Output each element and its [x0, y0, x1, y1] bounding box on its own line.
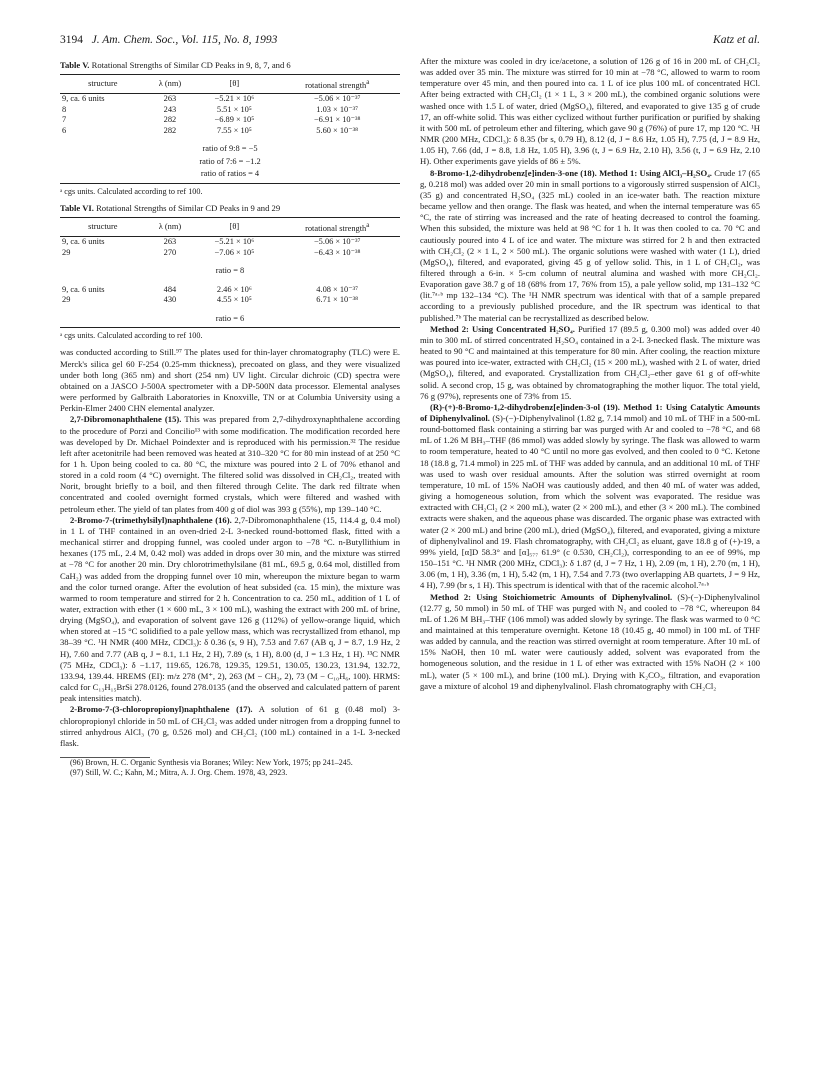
page-number: 3194: [60, 34, 83, 46]
section-heading: (R)-(+)-8-Bromo-1,2-dihydrobenz[e]inden-3-ol (19). Method 1: Using Catalytic Amounts of Diphenylvalinol.: [420, 401, 760, 423]
ratio-1: ratio = 8: [215, 266, 245, 276]
body-paragraph: After the mixture was cooled in dry ice/acetone, a solution of 126 g of 16 in 200 mL of CH₂Cl₂ was added over 35 min. The mixture was stirred for 10 min at −78 °C, allowed to warm to room temperature over 45 min, and then poured into ca. 1 L of ice plus 100 mL of concentrated HCl. After being extracted with CH₂Cl₂ (1 × 1 L, 3 × 200 mL), the combined organic solutions were washed once with 1.5 L of water, dried (MgSO₄), filtered, and evaporated to give 135 g of crude 17, an off-white solid. This was either cyclized without further purification or purified by shaking it with 500 mL of petroleum ether and filtering, which gave 90 g (76%) of pure 17, mp 120 °C. ¹H NMR (200 MHz, CDCl₃): δ 8.35 (br s, 0.79 H), 8.12 (d, J = 8.6 Hz, 1.05 H), 7.75 (d, J = 8.9 Hz, 1.05 H), 7.66 (dd, J = 8.8, 1.8 Hz, 1.05 H), 3.96 (t, J = 6.9 Hz, 2.10 H), 3.56 (t, J = 6.9 Hz, 2.10 H). Other experiments gave yields of 86 ± 5%.: [420, 56, 760, 167]
table-row: 6 282 7.55 × 10⁵ 5.60 × 10⁻³⁸: [62, 125, 359, 135]
col-structure: structure: [60, 75, 146, 94]
left-column: [60, 60, 400, 778]
ratio-7-6: ratio of 7:6 = −1.2: [199, 156, 261, 166]
table6-title: Rotational Strengths of Similar CD Peaks in 9 and 29: [96, 202, 281, 213]
body-paragraph: 8-Bromo-1,2-dihydrobenz[e]inden-3-one (18). Method 1: Using AlCl₃–H₂SO₄. Crude 17 (65 g, 0.218 mol) was added over 20 min in small portions to a vigorously stirred suspension of AlCl₃ (35 g) and concentrated H₂SO₄ (325 mL) cooled in an ice-water bath. The reaction mixture became yellow and then orange. The flask was heated, and when the internal temperature was 65 °C, the rate of stirring was increased and the rate of heating decreased to control the foaming. When this subsided, the mixture was held at 98 °C for 1 h. It was then cooled to ca. 70 °C and cautiously poured into 4 L of ice and water. The mixture was stirred for 2 h and then extracted with CH₂Cl₂ (2 × 1 L, 2 × 500 mL). The organic solutions were washed with water (1 L), dried (MgSO₄), filtered, and evaporated, giving 45 g of yellow solid. This, in 1 L of CH₂Cl₂, was filtered through a 6-in. × 5-cm column of neutral alumina and washed with more CH₂Cl₂. Evaporation gave 38.7 g of 18 (68% from 17, 76% from 15), a pale yellow solid, mp 131–132 °C (lit.⁷ᵃ·ᵇ mp 132–134 °C). The ¹H NMR spectrum was identical with that of a sample prepared according to a previously published procedure, and the IR spectrum was identical to that published.⁷ᵇ The material can be recrystallized as described below.: [420, 167, 761, 323]
authors: Katz et al.: [713, 34, 760, 46]
body-paragraph: 2,7-Dibromonaphthalene (15). This was prepared from 2,7-dihydroxynaphthalene according to the procedure of Porzi and Concilio¹³ with some modification. The modification recorded here was developed by Dr. Michael Poindexter and is reproduced with his permission.³² The residue left after acetonitrile had been removed was heated at 310–320 °C for 80 min instead of at 250 °C for 1 h. Upon being cooled to ca. 80 °C, the mixture was poured into 2 L of 70% ethanol and stored in a cold room (4 °C) overnight. The filtered solid was dissolved in CH₂Cl₂, treated with Norit, brought briefly to a boil, and then filtered through Celite. The dark red filtrate when concentrated and cooled overnight formed crystals, which were filtered and washed with petroleum ether. The yield of tan plates from 400 g of diol was 393 g (55%), mp 139–140 °C.: [60, 414, 401, 514]
body-paragraph: was conducted according to Still.⁹⁷ The plates used for thin-layer chromatography (TLC) were E. Merck's silica gel 60 F-254 (0.25-mm thickness), precoated on glass, and they were visualized under both long (365 nm) and short (254 nm) UV light. Circular dichroic (CD) spectra were obtained on a JASCO J-500A spectrometer with a DP-500N data processor. Elemental analyses were performed by Galbraith Laboratories in Knoxville, TN or at Columbia University using a Perkin-Elmer 2400 CHN elemental analyzer.: [60, 347, 400, 414]
table-row: 9, ca. 6 units 484 2.46 × 10⁶ 4.08 × 10⁻³⁷: [62, 284, 359, 294]
table6-label: Table VI.: [60, 202, 94, 213]
table5: [60, 74, 400, 181]
body-paragraph: 2-Bromo-7-(3-chloropropionyl)naphthalene (17). A solution of 61 g (0.48 mol) 3-chloropropionyl chloride in 50 mL of CH₂Cl₂ was added under nitrogen from a dropping funnel to stirred anhydrous AlCl₃ (70 g, 0.526 mol) and CH₂Cl₂ (100 mL) contained in a 1-L 3-necked flask.: [60, 704, 400, 748]
table-row: 9, ca. 6 units 263 −5.21 × 10⁶ −5.06 × 10⁻³⁷: [62, 237, 361, 247]
table5-title: Rotational Strengths of Similar CD Peaks in 9, 8, 7, and 6: [91, 60, 291, 70]
table-row: 7 282 −6.89 × 10⁵ −6.91 × 10⁻³⁸: [62, 115, 361, 125]
footnote-96: (96) Brown, H. C. Organic Synthesis via Boranes; Wiley: New York, 1975; pp 241–245.: [70, 758, 353, 768]
ratio-9-8: ratio of 9:8 = −5: [202, 144, 258, 154]
right-column: [420, 56, 760, 692]
body-paragraph: (R)-(+)-8-Bromo-1,2-dihydrobenz[e]inden-3-ol (19). Method 1: Using Catalytic Amounts of Diphenylvalinol. (S)-(−)-Diphenylvalinol (1.82 g, 7.14 mmol) and 10 mL of THF in a 500-mL round-bottomed flask containing a stirring bar was purged with Ar and cooled to −78 °C, and 68 mL of 1.26 M BH₃–THF (86 mmol) was added slowly by syringe. The flask was allowed to warm to room temperature, heated to 40 °C until no more gas evolved, and then cooled to 0 °C. Ketone 18 (18.8 g, 71.4 mmol) in 225 mL of THF was added by cannula, and an additional 10 mL of THF was used to wash over residual amounts. After the solution was stirred overnight at room temperature, 10 mL of 15% NaOH was cautiously added, and then 40 mL of water was added, giving a homogeneous solution, from which the solvent was evaporated. The residue was extracted with CH₂Cl₂ (2 × 200 mL), water (2 × 200 mL), and ether (3 × 200 mL). The combined extracts were shaken, and the aqueous phase was discarded. The organic phase was extracted with water (2 × 200 mL) and brine (200 mL), dried (MgSO₄), filtered, and evaporated, giving a mixture of diphenylvalinol and 19. Flash chromatography, with CH₂Cl₂ as eluant, gave 18.8 g of (+)-19, a 99% yield, [α]D 58.3° and [α]₅₇₇ 61.9° (c 0.530, CH₂Cl₂), corresponding to an ee of 99%, mp 150–151 °C. ¹H NMR (200 MHz, CDCl₃): δ 1.87 (d, J = 7 Hz, 1 H), 2.09 (m, 1 H), 2.70 (m, 1 H), 3.06 (m, 1 H), 3.36 (m, 1 H), 5.42 (m, 1 H), 7.54 and 7.73 (two overlapping AB quartets, J = 9 Hz, 4 H), 7.99 (br s, 1 H). This spectrum is identical with that of the racemic alcohol.⁷ᵃ·ᵇ: [420, 401, 760, 591]
body-paragraph: Method 2: Using Stoichiometric Amounts of Diphenylvalinol. (S)-(−)-Diphenylvalinol (12.77 g, 50 mmol) in 50 mL of THF was purged with N₂ and cooled to −78 °C, whereupon 84 mL of 1.26 M BH₃–THF (106 mmol) was added slowly by syringe. The flask was warmed to 0 °C and maintained at this temperature overnight. Ketone 18 (10.45 g, 40 mmol) in 100 mL of THF was added by cannula, and the reaction was stirred overnight at room temperature. After 10 mL of 15% NaOH, then 10 mL water were cautiously added, solvent was evaporated from the homogeneous solution, and the residue in 1 L of ether was extracted with 15% NaOH (2 × 100 mL), water (5 × 100 mL), and brine (100 mL). Drying with K₂CO₃, filtration, and evaporation gave a mixture of alcohol 19 and diphenylvalinol. Flash chromatography with CH₂Cl₂: [420, 591, 761, 691]
running-header: [60, 34, 760, 50]
table5-caption: [60, 60, 400, 71]
table6-footnote: ᵃ cgs units. Calculated according to ref 100.: [60, 331, 203, 341]
table6: [60, 217, 400, 325]
col-theta: [θ]: [194, 75, 274, 94]
ratio-of-ratios: ratio of ratios = 4: [200, 169, 260, 179]
footnote-97: (97) Still, W. C.; Kahn, M.; Mitra, A. J. Org. Chem. 1978, 43, 2923.: [70, 768, 288, 778]
table-row: 29 270 −7.06 × 10⁵ −6.43 × 10⁻³⁸: [62, 247, 361, 257]
section-heading: 8-Bromo-1,2-dihydrobenz[e]inden-3-one (18). Method 1: Using AlCl₃–H₂SO₄.: [430, 167, 712, 178]
table-row: 29 430 4.55 × 10⁵ 6.71 × 10⁻³⁸: [62, 295, 359, 305]
table6-caption: [60, 203, 400, 214]
section-heading: Method 2: Using Concentrated H₂SO₄.: [430, 323, 575, 334]
table5-label: Table V.: [60, 60, 90, 70]
col-rotational-strength: rotational strength$^a$: [274, 217, 400, 236]
journal-citation: [60, 34, 277, 46]
col-lambda: λ (nm): [146, 217, 195, 236]
col-theta: [θ]: [194, 217, 274, 236]
table-row: 8 243 5.51 × 10⁵ 1.03 × 10⁻³⁷: [62, 104, 359, 114]
col-structure: structure: [60, 217, 146, 236]
section-heading: Method 2: Using Stoichiometric Amounts of Diphenylvalinol.: [430, 591, 673, 602]
table5-footnote: ᵃ cgs units. Calculated according to ref 100.: [60, 186, 203, 196]
body-paragraph: 2-Bromo-7-(trimethylsilyl)naphthalene (16). 2,7-Dibromonaphthalene (15, 114.4 g, 0.4 mol) in 1 L of THF contained in an oven-dried 2-L 3-necked round-bottomed flask, fitted with a mechanical stirrer and dropping funnel, was cooled under argon to −78 °C. n-Butyllithium in hexanes (175 mL, 2.4 M, 0.42 mol) was added in drops over 30 min, and the mixture was stirred at −78 °C for another 20 min. Dry chlorotrimethylsilane (81 mL, 69.5 g, 0.64 mol, distilled from CaH₂) was added from the dropping funnel over 10 min, whereupon the mixture began to warm and the color turned orange. After the evolution of heat subsided (ca. 15 min), the mixture was warmed to room temperature and stirred for 2 h. Concentration to ca. 250 mL, addition of 1 L of water, extraction with ether (1 × 600 mL, 3 × 100 mL), washing the extract with 200 mL of brine, drying (MgSO₄), and evaporation of solvent gave 126 g (112%) of yellow-orange liquid, which when stored at −15 °C solidified to a pale yellow mass, which was recrystallized from ethanol, mp 38–39 °C. ¹H NMR (400 MHz, CDCl₃): δ 0.36 (s, 9 H), 7.53 and 7.67 (AB q, J = 8.7, 1.9 Hz, 2 H), 7.60 and 7.77 (AB q, J = 8.1, 1.1 Hz, 2 H), 7.89 (s, 1 H), 8.00 (d, J = 1.3 Hz, 1 H). ¹³C NMR (75 MHz, CDCl₃): δ −1.17, 119.65, 126.78, 129.35, 129.51, 130.05, 130.23, 131.94, 132.72, 133.94, 139.44. HREMS (EI): m/z 278 (M⁺, 2), 263 (M − CH₃, 2), 73 (M − C₁₀H₆, 100). HRMS: calcd for C₁₃H₁₅BrSi 278.0126, found 278.0135 (and the observed and calculated pattern of parent peak intensities match).: [60, 514, 400, 704]
col-lambda: λ (nm): [146, 75, 195, 94]
body-paragraph: Method 2: Using Concentrated H₂SO₄. Purified 17 (89.5 g, 0.300 mol) was added over 40 min to 300 mL of stirred concentrated H₂SO₄ contained in a 2-L 3-necked flask. The mixture was heated to 90 °C and maintained at this temperature for 80 min. After cooling, the reaction mixture was poured into ice-water, extracted with CH₂Cl₂ (15 × 200 mL), washed with 2 L of water, dried (MgSO₄), filtered, and evaporated. Crystallization from CH₂Cl₂–ether gave 61 g of off-white solid. A second crop, 15 g, was obtained by chromatographing the mother liquor. The total yield, 76 g (97%), represents one of 73% from 15.: [420, 323, 760, 401]
section-heading: 2-Bromo-7-(trimethylsilyl)naphthalene (16).: [70, 514, 232, 525]
col-rotational-strength: rotational strength$^a$: [274, 75, 400, 94]
table-row: 9, ca. 6 units 263 −5.21 × 10⁶ −5.06 × 10⁻³⁷: [62, 94, 361, 104]
section-heading: 2,7-Dibromonaphthalene (15).: [70, 414, 182, 425]
journal-name: J. Am. Chem. Soc., Vol. 115, No. 8, 1993: [91, 34, 278, 46]
ratio-2: ratio = 6: [215, 313, 245, 323]
section-heading: 2-Bromo-7-(3-chloropropionyl)naphthalene (17).: [70, 704, 253, 715]
